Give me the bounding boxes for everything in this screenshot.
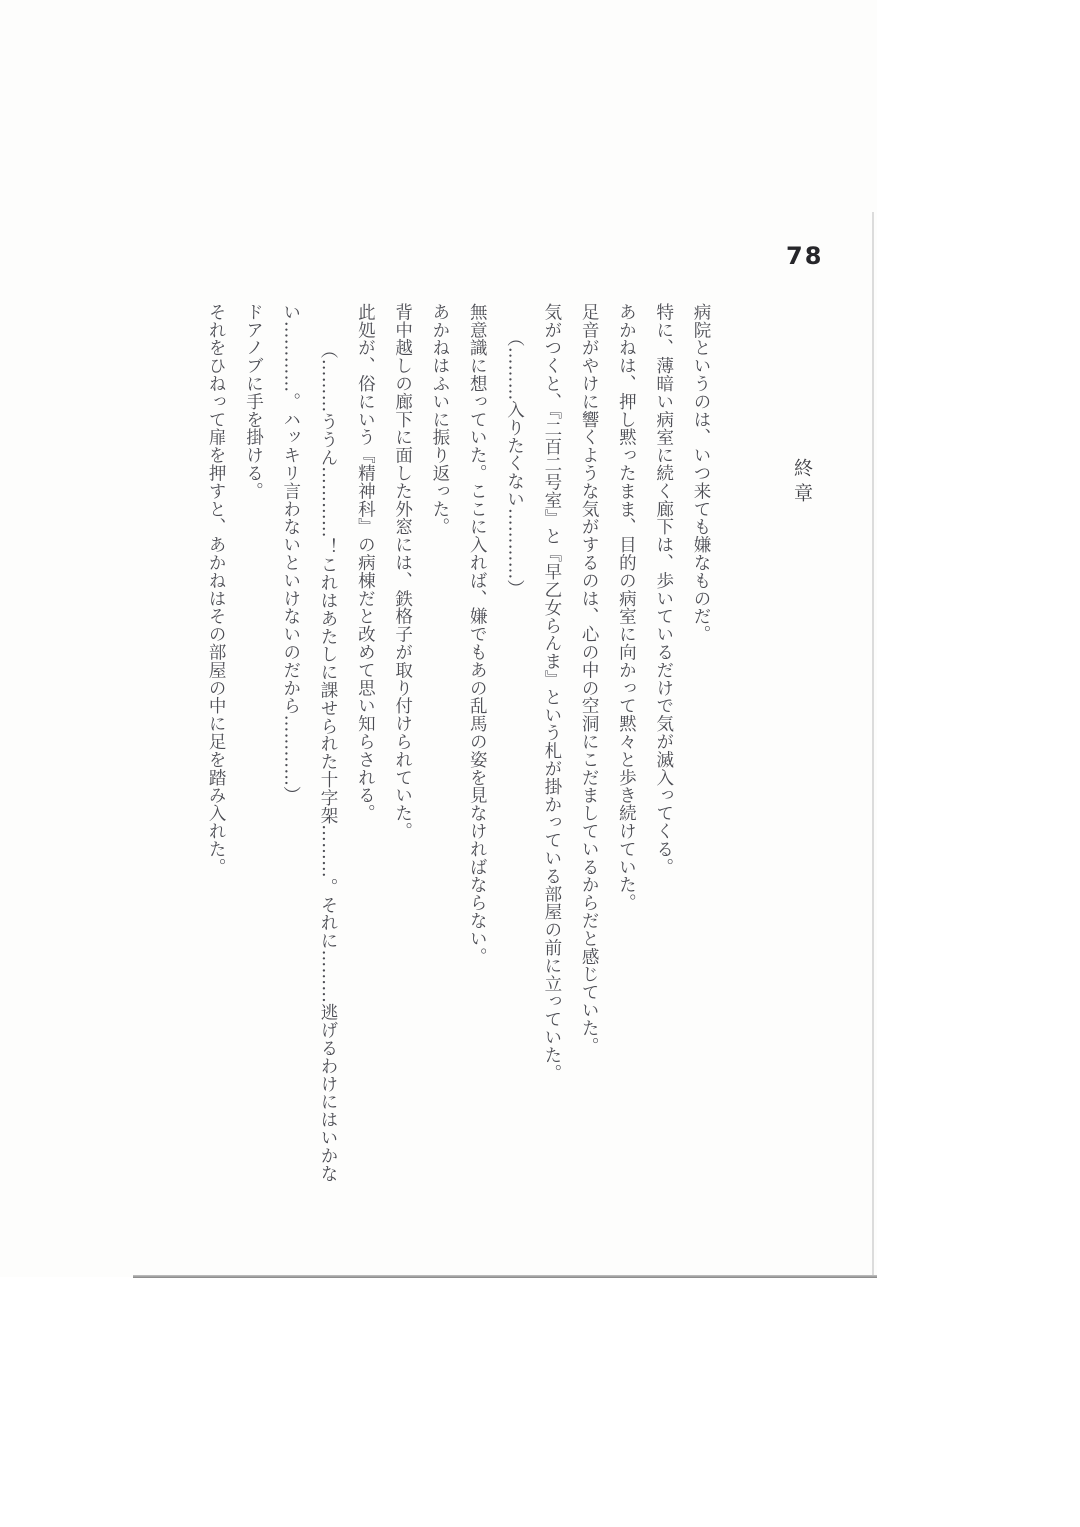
text-line: 足音がやけに響くような気がするのは、心の中の空洞にこだましているからだと感じていた。 [579, 303, 600, 1055]
text-line: あかねはふいに振り返った。 [429, 303, 450, 536]
text-line-parenthetical: （………入りたくない…………） [504, 329, 525, 598]
text-line: ドアノブに手を掛ける。 [243, 303, 264, 500]
text-line: 特に、薄暗い病室に続く廊下は、歩いているだけで気が滅入ってくる。 [653, 303, 674, 876]
text-line: 無意識に想っていた。ここに入れば、嫌でもあの乱馬の姿を見なければならない。 [467, 303, 488, 966]
text-line: い…………。ハッキリ言わないといけないのだから…………） [280, 303, 301, 805]
text-line: 背中越しの廊下に面した外窓には、鉄格子が取り付けられていた。 [392, 303, 413, 840]
chapter-heading: 終章 [791, 458, 813, 508]
text-line: 病院というのは、いつ来ても嫌なものだ。 [691, 303, 711, 644]
text-line: それをひねって扉を押すと、あかねはその部屋の中に足を踏み入れた。 [206, 303, 227, 876]
text-line-parenthetical: （………ううん…………！これはあたしに課せられた十字架………。それに………逃げるわけにはいかな [318, 341, 339, 1183]
text-line: 気がつくと、『二百二号室』と『早乙女らんま』という札が掛かっている部屋の前に立っていた。 [541, 303, 562, 1082]
text-line: あかねは、押し黙ったまま、目的の病室に向かって黙々と歩き続けていた。 [616, 303, 637, 912]
page-edge-vertical-line [872, 212, 874, 1276]
page-number: 78 [786, 242, 824, 270]
page-edge-horizontal-line [133, 1275, 877, 1278]
text-line: 此処が、俗にいう『精神科』の病棟だと改めて思い知らされる。 [355, 303, 376, 823]
novel-text-block [196, 303, 719, 1183]
